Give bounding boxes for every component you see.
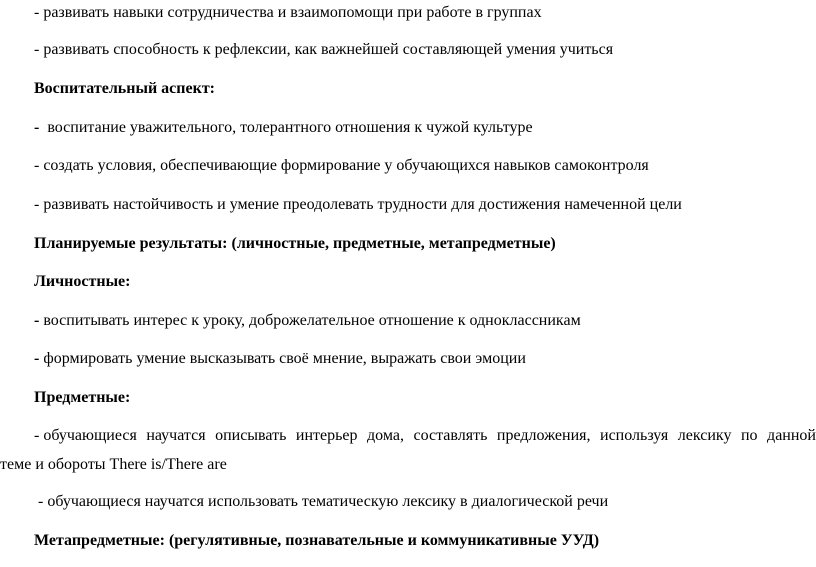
goal-cooperation: - развивать навыки сотрудничества и взаимопомощи при работе в группах [34, 4, 542, 21]
personal-opinion [34, 349, 526, 368]
subject-describe-interior [34, 426, 816, 445]
heading-subject: Предметные: [34, 389, 131, 406]
word: используя [600, 427, 669, 444]
word: дома, [367, 427, 404, 444]
goal-self-control: - создать условия, обеспечивающие формирование у обучающихся навыков самоконтроля [34, 157, 649, 174]
bullet-dash: - [34, 119, 40, 136]
goal-persistence: - развивать настойчивость и умение преодолевать трудности для достижения намеченной цели [34, 196, 682, 213]
word: по [740, 427, 758, 444]
subject-describe-interior-continued: теме и обороты There is/There are [0, 456, 227, 473]
word: данной [767, 427, 816, 444]
heading-personal: Личностные: [34, 273, 131, 290]
word: предложения, [496, 427, 591, 444]
goal-tolerance-text: воспитание уважительного, толерантного отношения к чужой культуре [39, 119, 533, 136]
heading-metasubject: Метапредметные: (регулятивные, познавательные и коммуникативные УУД) [34, 532, 600, 549]
word: описывать [215, 427, 287, 444]
word: - обучающиеся [34, 427, 137, 444]
word: научатся [146, 427, 206, 444]
bullet-dash: - [34, 312, 40, 329]
personal-opinion-text: формировать умение высказывать своё мнение, выражать свои эмоции [39, 350, 526, 367]
personal-interest [34, 311, 581, 330]
personal-interest-text: воспитывать интерес к уроку, доброжелательное отношение к одноклассникам [39, 312, 581, 329]
goal-reflection: - развивать способность к рефлексии, как важнейшей составляющей умения учиться [34, 41, 614, 58]
word: составлять [413, 427, 488, 444]
goal-tolerance [34, 118, 533, 137]
word: лексику [677, 427, 732, 444]
heading-planned-results: Планируемые результаты: (личностные, предметные, метапредметные) [34, 235, 556, 252]
heading-educational-aspect: Воспитательный аспект: [34, 80, 216, 97]
subject-dialogue: - обучающиеся научатся использовать тематическую лексику в диалогической речи [34, 493, 609, 510]
bullet-dash: - [34, 350, 40, 367]
word: интерьер [295, 427, 358, 444]
